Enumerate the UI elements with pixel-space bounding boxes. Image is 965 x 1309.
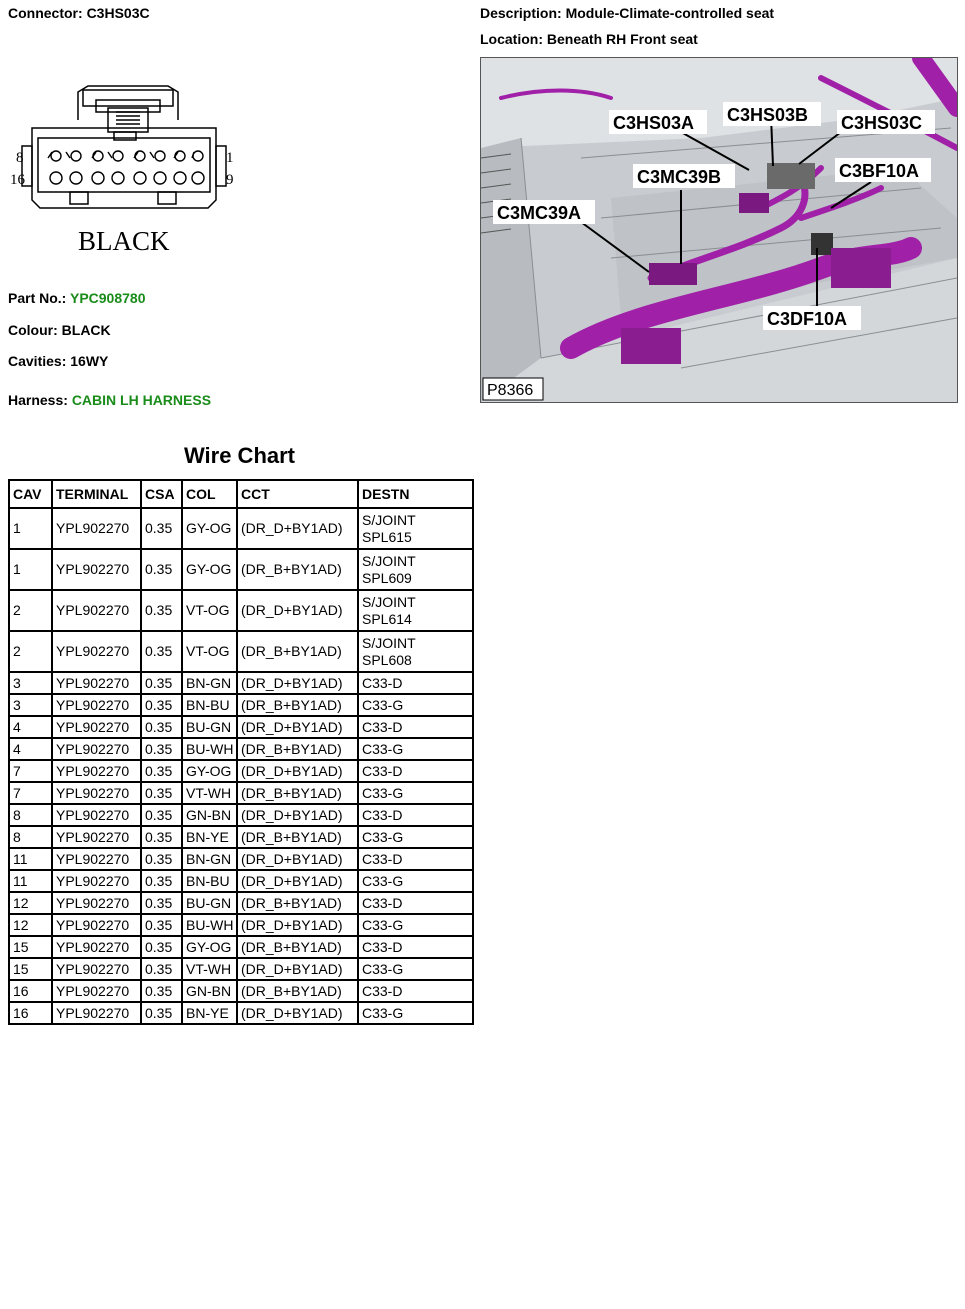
connector-value: C3HS03C bbox=[86, 5, 150, 21]
wire-chart-title: Wire Chart bbox=[183, 443, 296, 468]
cell-col: BN-GN bbox=[182, 672, 237, 694]
cell-cav: 15 bbox=[9, 936, 52, 958]
connector-face-drawing bbox=[8, 80, 248, 260]
cavities-value: 16WY bbox=[70, 353, 109, 369]
cell-csa: 0.35 bbox=[141, 631, 182, 672]
cell-col: BN-BU bbox=[182, 694, 237, 716]
cell-cav: 8 bbox=[9, 804, 52, 826]
cell-col: GN-BN bbox=[182, 980, 237, 1002]
cell-terminal: YPL902270 bbox=[52, 914, 141, 936]
colour-label: Colour: bbox=[8, 322, 58, 338]
column-header-destn: DESTN bbox=[358, 480, 473, 508]
callout-c3df10a: C3DF10A bbox=[767, 309, 848, 329]
colour-line bbox=[8, 322, 111, 338]
wire-chart-table bbox=[8, 479, 474, 1025]
cell-cav: 2 bbox=[9, 590, 52, 631]
cell-cct: (DR_D+BY1AD) bbox=[237, 870, 358, 892]
cell-destn: C33-D bbox=[358, 936, 473, 958]
cell-csa: 0.35 bbox=[141, 958, 182, 980]
cavities-label: Cavities: bbox=[8, 353, 67, 369]
cell-cct: (DR_D+BY1AD) bbox=[237, 958, 358, 980]
cell-cav: 16 bbox=[9, 980, 52, 1002]
pin-label-1: 1 bbox=[226, 150, 234, 166]
cell-cct: (DR_B+BY1AD) bbox=[237, 738, 358, 760]
cell-cct: (DR_D+BY1AD) bbox=[237, 914, 358, 936]
cell-terminal: YPL902270 bbox=[52, 980, 141, 1002]
cell-cav: 3 bbox=[9, 694, 52, 716]
description-value: Module-Climate-controlled seat bbox=[565, 5, 775, 21]
table-row bbox=[9, 549, 473, 590]
table-row bbox=[9, 936, 473, 958]
cell-cav: 7 bbox=[9, 760, 52, 782]
cell-terminal: YPL902270 bbox=[52, 870, 141, 892]
cell-terminal: YPL902270 bbox=[52, 738, 141, 760]
harness-label: Harness: bbox=[8, 392, 68, 408]
cell-terminal: YPL902270 bbox=[52, 760, 141, 782]
cell-col: BN-YE bbox=[182, 1002, 237, 1024]
cell-terminal: YPL902270 bbox=[52, 672, 141, 694]
cell-destn: C33-G bbox=[358, 914, 473, 936]
cell-terminal: YPL902270 bbox=[52, 936, 141, 958]
table-row bbox=[9, 760, 473, 782]
pin-label-9: 9 bbox=[226, 172, 234, 188]
cell-cct: (DR_D+BY1AD) bbox=[237, 804, 358, 826]
cell-terminal: YPL902270 bbox=[52, 590, 141, 631]
cell-terminal: YPL902270 bbox=[52, 848, 141, 870]
cell-cct: (DR_D+BY1AD) bbox=[237, 848, 358, 870]
location-photo bbox=[480, 57, 958, 403]
wire-chart-header-row bbox=[9, 480, 473, 508]
cell-cav: 1 bbox=[9, 508, 52, 549]
cell-destn: C33-G bbox=[358, 826, 473, 848]
table-row bbox=[9, 804, 473, 826]
cell-cav: 15 bbox=[9, 958, 52, 980]
cell-cct: (DR_B+BY1AD) bbox=[237, 549, 358, 590]
cell-terminal: YPL902270 bbox=[52, 804, 141, 826]
cell-cav: 11 bbox=[9, 870, 52, 892]
cell-destn: C33-G bbox=[358, 782, 473, 804]
cell-cct: (DR_D+BY1AD) bbox=[237, 590, 358, 631]
column-header-csa: CSA bbox=[141, 480, 182, 508]
wire-chart-body bbox=[9, 508, 473, 1024]
connector-label: Connector: bbox=[8, 5, 83, 21]
pin-label-8: 8 bbox=[16, 150, 24, 166]
table-row bbox=[9, 672, 473, 694]
cell-cct: (DR_D+BY1AD) bbox=[237, 716, 358, 738]
location-label: Location: bbox=[480, 31, 543, 47]
cell-csa: 0.35 bbox=[141, 590, 182, 631]
cell-col: BN-GN bbox=[182, 848, 237, 870]
part-number-link[interactable]: YPC908780 bbox=[69, 290, 146, 306]
cell-cav: 16 bbox=[9, 1002, 52, 1024]
cell-cct: (DR_B+BY1AD) bbox=[237, 826, 358, 848]
cell-cct: (DR_B+BY1AD) bbox=[237, 631, 358, 672]
column-header-cct: CCT bbox=[237, 480, 358, 508]
callout-c3mc39b: C3MC39B bbox=[637, 167, 722, 187]
table-row bbox=[9, 508, 473, 549]
cell-cav: 1 bbox=[9, 549, 52, 590]
description-label: Description: bbox=[480, 5, 562, 21]
vehicle-floor-illustration bbox=[481, 58, 957, 402]
cell-cav: 2 bbox=[9, 631, 52, 672]
cell-terminal: YPL902270 bbox=[52, 958, 141, 980]
cell-col: BN-BU bbox=[182, 870, 237, 892]
cell-col: BU-GN bbox=[182, 716, 237, 738]
cell-cav: 4 bbox=[9, 738, 52, 760]
column-header-terminal: TERMINAL bbox=[52, 480, 141, 508]
cell-col: GY-OG bbox=[182, 508, 237, 549]
cell-col: BU-WH bbox=[182, 738, 237, 760]
cell-csa: 0.35 bbox=[141, 672, 182, 694]
part-number-line bbox=[8, 290, 146, 306]
cell-destn: C33-D bbox=[358, 804, 473, 826]
cell-destn: S/JOINT SPL614 bbox=[358, 590, 473, 631]
cell-cct: (DR_B+BY1AD) bbox=[237, 936, 358, 958]
cell-csa: 0.35 bbox=[141, 914, 182, 936]
table-row bbox=[9, 716, 473, 738]
callout-c3hs03a: C3HS03A bbox=[613, 113, 695, 133]
cell-csa: 0.35 bbox=[141, 980, 182, 1002]
cell-csa: 0.35 bbox=[141, 760, 182, 782]
cell-destn: C33-G bbox=[358, 1002, 473, 1024]
cell-destn: S/JOINT SPL609 bbox=[358, 549, 473, 590]
harness-link[interactable]: CABIN LH HARNESS bbox=[71, 392, 212, 408]
cell-col: BU-GN bbox=[182, 892, 237, 914]
description-line bbox=[480, 5, 774, 21]
cell-cct: (DR_D+BY1AD) bbox=[237, 508, 358, 549]
table-row bbox=[9, 870, 473, 892]
cell-cav: 4 bbox=[9, 716, 52, 738]
cell-cct: (DR_D+BY1AD) bbox=[237, 672, 358, 694]
cell-cav: 11 bbox=[9, 848, 52, 870]
harness-line bbox=[8, 392, 211, 408]
callout-c3bf10a: C3BF10A bbox=[839, 161, 920, 181]
cell-destn: C33-D bbox=[358, 760, 473, 782]
table-row bbox=[9, 892, 473, 914]
cell-cav: 7 bbox=[9, 782, 52, 804]
cell-cav: 8 bbox=[9, 826, 52, 848]
cavities-line bbox=[8, 353, 108, 369]
cell-destn: C33-D bbox=[358, 672, 473, 694]
table-row bbox=[9, 738, 473, 760]
column-header-col: COL bbox=[182, 480, 237, 508]
cell-destn: S/JOINT SPL615 bbox=[358, 508, 473, 549]
table-row bbox=[9, 848, 473, 870]
table-row bbox=[9, 694, 473, 716]
part-label: Part No.: bbox=[8, 290, 67, 306]
cell-csa: 0.35 bbox=[141, 804, 182, 826]
cell-col: VT-OG bbox=[182, 631, 237, 672]
connector-face-icon bbox=[8, 80, 248, 260]
cell-csa: 0.35 bbox=[141, 549, 182, 590]
cell-cct: (DR_D+BY1AD) bbox=[237, 1002, 358, 1024]
cell-terminal: YPL902270 bbox=[52, 826, 141, 848]
cell-csa: 0.35 bbox=[141, 936, 182, 958]
cell-csa: 0.35 bbox=[141, 716, 182, 738]
cell-terminal: YPL902270 bbox=[52, 1002, 141, 1024]
cell-col: GY-OG bbox=[182, 760, 237, 782]
cell-col: GY-OG bbox=[182, 936, 237, 958]
column-header-cav: CAV bbox=[9, 480, 52, 508]
cell-cav: 3 bbox=[9, 672, 52, 694]
cell-cct: (DR_B+BY1AD) bbox=[237, 694, 358, 716]
cell-col: VT-WH bbox=[182, 958, 237, 980]
cell-csa: 0.35 bbox=[141, 826, 182, 848]
callout-c3mc39a: C3MC39A bbox=[497, 203, 582, 223]
cell-destn: S/JOINT SPL608 bbox=[358, 631, 473, 672]
cell-cct: (DR_D+BY1AD) bbox=[237, 760, 358, 782]
cell-csa: 0.35 bbox=[141, 694, 182, 716]
table-row bbox=[9, 826, 473, 848]
connector-heading bbox=[8, 5, 150, 21]
cell-terminal: YPL902270 bbox=[52, 631, 141, 672]
colour-value: BLACK bbox=[61, 322, 111, 338]
cell-col: GN-BN bbox=[182, 804, 237, 826]
cell-col: BU-WH bbox=[182, 914, 237, 936]
table-row bbox=[9, 1002, 473, 1024]
cell-destn: C33-D bbox=[358, 848, 473, 870]
figure-id: P8366 bbox=[487, 382, 534, 399]
cell-col: VT-WH bbox=[182, 782, 237, 804]
callout-c3hs03b: C3HS03B bbox=[727, 105, 809, 125]
cell-csa: 0.35 bbox=[141, 738, 182, 760]
cell-col: BN-YE bbox=[182, 826, 237, 848]
table-row bbox=[9, 631, 473, 672]
cell-csa: 0.35 bbox=[141, 848, 182, 870]
cell-cct: (DR_B+BY1AD) bbox=[237, 980, 358, 1002]
table-row bbox=[9, 958, 473, 980]
cell-terminal: YPL902270 bbox=[52, 694, 141, 716]
cell-destn: C33-G bbox=[358, 738, 473, 760]
cell-cav: 12 bbox=[9, 914, 52, 936]
cell-terminal: YPL902270 bbox=[52, 508, 141, 549]
cell-cct: (DR_B+BY1AD) bbox=[237, 892, 358, 914]
pin-label-16: 16 bbox=[10, 172, 25, 188]
location-line bbox=[480, 31, 698, 47]
cell-cct: (DR_B+BY1AD) bbox=[237, 782, 358, 804]
cell-col: VT-OG bbox=[182, 590, 237, 631]
cell-destn: C33-G bbox=[358, 870, 473, 892]
cell-terminal: YPL902270 bbox=[52, 716, 141, 738]
cell-destn: C33-D bbox=[358, 980, 473, 1002]
connector-color-caption: BLACK bbox=[78, 226, 170, 256]
callout-c3hs03c: C3HS03C bbox=[841, 113, 923, 133]
cell-destn: C33-G bbox=[358, 958, 473, 980]
cell-terminal: YPL902270 bbox=[52, 782, 141, 804]
table-row bbox=[9, 590, 473, 631]
table-row bbox=[9, 980, 473, 1002]
cell-csa: 0.35 bbox=[141, 508, 182, 549]
cell-destn: C33-D bbox=[358, 716, 473, 738]
cell-col: GY-OG bbox=[182, 549, 237, 590]
cell-cav: 12 bbox=[9, 892, 52, 914]
cell-csa: 0.35 bbox=[141, 782, 182, 804]
cell-destn: C33-G bbox=[358, 694, 473, 716]
cell-csa: 0.35 bbox=[141, 870, 182, 892]
cell-terminal: YPL902270 bbox=[52, 549, 141, 590]
table-row bbox=[9, 914, 473, 936]
location-value: Beneath RH Front seat bbox=[546, 31, 698, 47]
cell-terminal: YPL902270 bbox=[52, 892, 141, 914]
table-row bbox=[9, 782, 473, 804]
cell-csa: 0.35 bbox=[141, 892, 182, 914]
cell-csa: 0.35 bbox=[141, 1002, 182, 1024]
cell-destn: C33-D bbox=[358, 892, 473, 914]
